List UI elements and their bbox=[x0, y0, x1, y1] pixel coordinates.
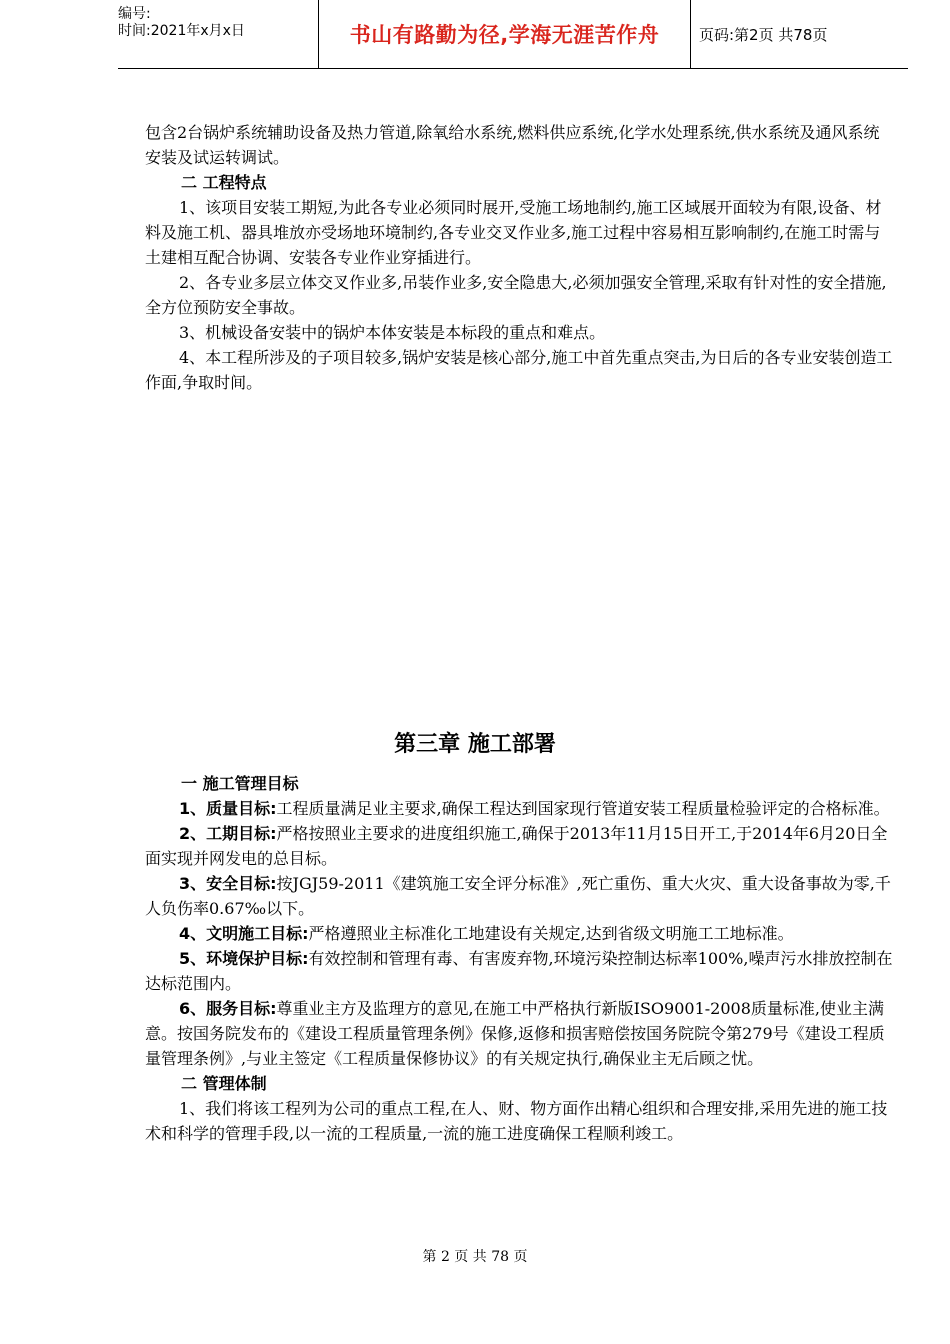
goal-item bbox=[145, 821, 893, 871]
serial-label: 编号: bbox=[118, 6, 151, 22]
goal-text: 尊重业主方及监理方的意见,在施工中严格执行新版ISO9001-2008质量标准,使业主满意。按国务院发布的《建设工程质量管理条例》保修,返修和损害赔偿按国务院院令第279号《建设工程质量管理条例》,与业主签定《工程质量保修协议》的有关规定执行,确保业主无后顾之忧。 bbox=[145, 999, 885, 1068]
goal-label: 2、工期目标: bbox=[179, 824, 277, 843]
page-footer: 第 2 页 共 78 页 bbox=[422, 1249, 528, 1265]
goal-item bbox=[145, 796, 893, 821]
goal-label: 1、质量目标: bbox=[179, 799, 277, 818]
feature-item: 4、本工程所涉及的子项目较多,锅炉安装是核心部分,施工中首先重点突击,为日后的各专业安装创造工作面,争取时间。 bbox=[145, 348, 893, 392]
goal-label: 5、环境保护目标: bbox=[179, 949, 309, 968]
header-page-info: 页码:第2页 共78页 bbox=[699, 25, 828, 44]
header-motto: 书山有路勤为径,学海无涯苦作舟 bbox=[318, 0, 691, 68]
section-heading-management: 二 管理体制 bbox=[181, 1074, 267, 1093]
feature-item: 1、该项目安装工期短,为此各专业必须同时展开,受施工场地制约,施工区域展开面较为有限,设备、材料及施工机、器具堆放亦受场地环境制约,各专业交叉作业多,施工过程中容易相互影响制约,在施工时需与土建相互配合协调、安装各专业作业穿插进行。 bbox=[145, 198, 882, 267]
goal-item bbox=[145, 946, 893, 996]
header-left bbox=[118, 0, 318, 68]
section-heading-features: 二 工程特点 bbox=[181, 173, 267, 192]
feature-item: 2、各专业多层立体交叉作业多,吊装作业多,安全隐患大,必须加强安全管理,采取有针对性的安全措施,全方位预防安全事故。 bbox=[145, 273, 887, 317]
goal-text: 按JGJ59-2011《建筑施工安全评分标准》,死亡重伤、重大火灾、重大设备事故为零,千人负伤率0.67‰以下。 bbox=[145, 874, 891, 918]
goal-text: 有效控制和管理有毒、有害废弃物,环境污染控制达标率100%,噪声污水排放控制在达标范围内。 bbox=[145, 949, 893, 993]
goal-item bbox=[145, 871, 893, 921]
section-project-features bbox=[145, 120, 893, 395]
goal-label: 4、文明施工目标: bbox=[179, 924, 309, 943]
goal-label: 3、安全目标: bbox=[179, 874, 277, 893]
management-item: 1、我们将该工程列为公司的重点工程,在人、财、物方面作出精心组织和合理安排,采用先进的施工技术和科学的管理手段,以一流的工程质量,一流的施工进度确保工程顺利竣工。 bbox=[145, 1099, 888, 1143]
goal-item bbox=[145, 996, 893, 1071]
chapter-title: 第三章 施工部署 bbox=[394, 732, 556, 757]
goal-text: 严格按照业主要求的进度组织施工,确保于2013年11月15日开工,于2014年6月20日全面实现并网发电的总目标。 bbox=[145, 824, 888, 868]
goal-text: 工程质量满足业主要求,确保工程达到国家现行管道安装工程质量检验评定的合格标准。 bbox=[276, 799, 890, 818]
page-header bbox=[118, 0, 908, 69]
goal-text: 严格遵照业主标准化工地建设有关规定,达到省级文明施工工地标准。 bbox=[308, 924, 794, 943]
section-deployment bbox=[145, 771, 893, 1146]
time-label: 时间:2021年x月x日 bbox=[118, 23, 245, 39]
goal-label: 6、服务目标: bbox=[179, 999, 277, 1018]
intro-paragraph: 包含2台锅炉系统辅助设备及热力管道,除氧给水系统,燃料供应系统,化学水处理系统,供水系统及通风系统安装及试运转调试。 bbox=[145, 123, 880, 167]
feature-item: 3、机械设备安装中的锅炉本体安装是本标段的重点和难点。 bbox=[179, 323, 606, 342]
goal-item bbox=[145, 921, 893, 946]
section-heading-goals: 一 施工管理目标 bbox=[181, 774, 299, 793]
